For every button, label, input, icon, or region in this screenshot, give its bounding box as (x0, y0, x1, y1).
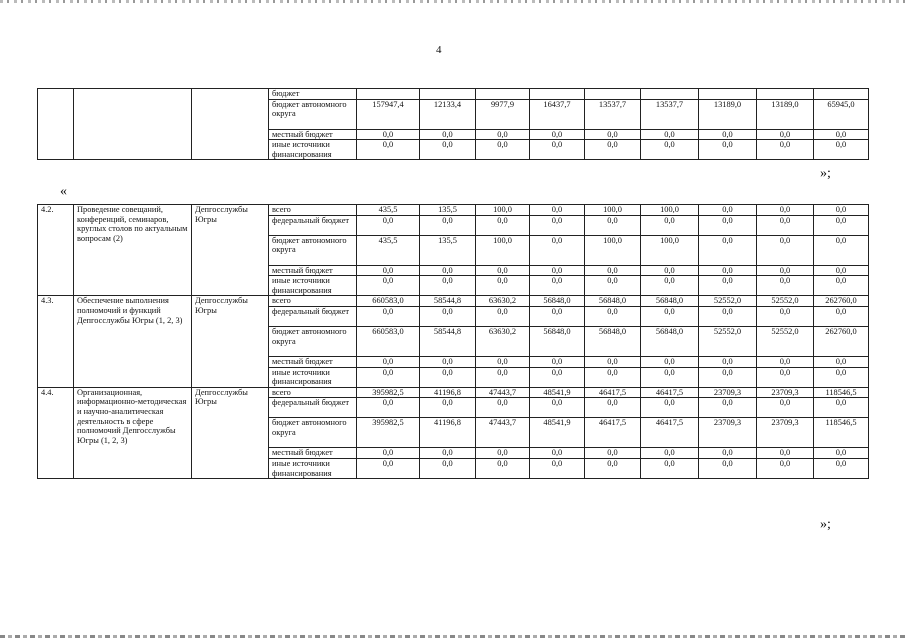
value-cell: 56848,0 (641, 326, 699, 356)
funding-source-cell: всего (269, 387, 357, 398)
value-cell: 0,0 (530, 276, 585, 296)
funding-source-cell: всего (269, 296, 357, 307)
value-cell: 0,0 (699, 215, 757, 235)
value-cell: 0,0 (420, 276, 476, 296)
value-cell: 0,0 (357, 398, 420, 418)
value-cell: 46417,5 (585, 418, 641, 448)
funding-source-cell: местный бюджет (269, 265, 357, 276)
executor-cell (192, 89, 269, 160)
value-cell: 0,0 (585, 276, 641, 296)
value-cell: 63630,2 (476, 326, 530, 356)
value-cell: 0,0 (699, 129, 757, 140)
value-cell: 13189,0 (699, 99, 757, 129)
value-cell: 0,0 (585, 215, 641, 235)
closing-quote-end: »; (820, 517, 831, 532)
value-cell: 0,0 (699, 306, 757, 326)
value-cell: 0,0 (357, 276, 420, 296)
value-cell: 0,0 (699, 448, 757, 459)
program-activities-table (37, 204, 869, 479)
funding-source-cell: всего (269, 205, 357, 216)
value-cell: 0,0 (530, 215, 585, 235)
value-cell: 0,0 (641, 398, 699, 418)
value-cell: 0,0 (476, 448, 530, 459)
value-cell: 660583,0 (357, 296, 420, 307)
activity-name-cell (74, 89, 192, 160)
executor-cell: Депгосслужбы Югры (192, 205, 269, 296)
value-cell: 0,0 (420, 356, 476, 367)
value-cell: 0,0 (814, 367, 869, 387)
table-row (38, 296, 869, 307)
value-cell: 0,0 (476, 458, 530, 478)
value-cell (530, 89, 585, 100)
value-cell: 58544,8 (420, 296, 476, 307)
value-cell: 0,0 (699, 205, 757, 216)
value-cell: 0,0 (476, 129, 530, 140)
value-cell: 0,0 (357, 356, 420, 367)
value-cell: 0,0 (814, 448, 869, 459)
value-cell: 0,0 (357, 448, 420, 459)
value-cell: 0,0 (757, 215, 814, 235)
value-cell: 48541,9 (530, 418, 585, 448)
closing-quote: »; (820, 166, 831, 181)
value-cell: 47443,7 (476, 387, 530, 398)
value-cell: 0,0 (420, 265, 476, 276)
value-cell: 0,0 (420, 129, 476, 140)
value-cell: 13189,0 (757, 99, 814, 129)
value-cell: 135,5 (420, 235, 476, 265)
value-cell: 0,0 (757, 306, 814, 326)
value-cell: 41196,8 (420, 418, 476, 448)
value-cell (757, 89, 814, 100)
value-cell: 56848,0 (530, 326, 585, 356)
value-cell: 135,5 (420, 205, 476, 216)
value-cell: 0,0 (420, 458, 476, 478)
value-cell: 0,0 (530, 367, 585, 387)
value-cell: 0,0 (420, 367, 476, 387)
value-cell: 46417,5 (585, 387, 641, 398)
funding-source-cell: местный бюджет (269, 448, 357, 459)
value-cell: 660583,0 (357, 326, 420, 356)
value-cell: 0,0 (641, 448, 699, 459)
activity-name-cell: Обеспечение выполнения полномочий и функций Депгосслужбы Югры (1, 2, 3) (74, 296, 192, 387)
value-cell (814, 89, 869, 100)
value-cell: 0,0 (814, 276, 869, 296)
activity-name-cell: Проведение совещаний, конференций, семинаров, круглых столов по актуальным вопросам (2) (74, 205, 192, 296)
value-cell: 0,0 (476, 356, 530, 367)
value-cell: 0,0 (699, 458, 757, 478)
value-cell: 16437,7 (530, 99, 585, 129)
value-cell: 100,0 (585, 235, 641, 265)
value-cell: 0,0 (757, 205, 814, 216)
value-cell: 0,0 (814, 215, 869, 235)
value-cell: 0,0 (420, 448, 476, 459)
value-cell: 0,0 (699, 140, 757, 160)
value-cell: 0,0 (530, 129, 585, 140)
value-cell: 0,0 (420, 306, 476, 326)
value-cell: 0,0 (757, 265, 814, 276)
value-cell: 262760,0 (814, 326, 869, 356)
table-row (38, 387, 869, 398)
value-cell: 0,0 (357, 306, 420, 326)
value-cell: 0,0 (530, 398, 585, 418)
value-cell: 0,0 (757, 356, 814, 367)
value-cell: 0,0 (699, 265, 757, 276)
value-cell: 0,0 (357, 367, 420, 387)
activity-number-cell: 4.3. (38, 296, 74, 387)
value-cell: 58544,8 (420, 326, 476, 356)
funding-source-cell: бюджет автономного округа (269, 326, 357, 356)
value-cell: 0,0 (585, 356, 641, 367)
value-cell: 0,0 (699, 356, 757, 367)
value-cell: 0,0 (699, 235, 757, 265)
value-cell: 0,0 (699, 276, 757, 296)
value-cell: 41196,8 (420, 387, 476, 398)
funding-source-cell: федеральный бюджет (269, 398, 357, 418)
funding-source-cell: бюджет автономного округа (269, 235, 357, 265)
value-cell: 0,0 (641, 306, 699, 326)
table-row (38, 205, 869, 216)
value-cell: 0,0 (476, 140, 530, 160)
value-cell: 0,0 (357, 458, 420, 478)
continued-table-body (38, 89, 869, 160)
executor-cell: Депгосслужбы Югры (192, 387, 269, 478)
value-cell: 0,0 (814, 458, 869, 478)
value-cell: 0,0 (814, 265, 869, 276)
activity-number-cell: 4.2. (38, 205, 74, 296)
value-cell: 0,0 (814, 306, 869, 326)
value-cell: 0,0 (530, 448, 585, 459)
value-cell: 52552,0 (757, 296, 814, 307)
value-cell: 0,0 (757, 398, 814, 418)
value-cell (641, 89, 699, 100)
value-cell (420, 89, 476, 100)
value-cell: 0,0 (757, 458, 814, 478)
funding-source-cell: федеральный бюджет (269, 215, 357, 235)
value-cell: 0,0 (757, 367, 814, 387)
continued-financing-table (37, 88, 869, 160)
value-cell: 0,0 (641, 129, 699, 140)
funding-source-cell: бюджет (269, 89, 357, 100)
executor-cell: Депгосслужбы Югры (192, 296, 269, 387)
value-cell: 0,0 (757, 235, 814, 265)
value-cell: 56848,0 (585, 326, 641, 356)
value-cell (476, 89, 530, 100)
funding-source-cell: иные источники финансирования (269, 276, 357, 296)
value-cell: 0,0 (699, 367, 757, 387)
value-cell: 0,0 (530, 205, 585, 216)
value-cell: 262760,0 (814, 296, 869, 307)
value-cell: 13537,7 (585, 99, 641, 129)
value-cell: 23709,3 (699, 387, 757, 398)
value-cell: 0,0 (641, 140, 699, 160)
value-cell: 0,0 (420, 140, 476, 160)
value-cell: 0,0 (476, 398, 530, 418)
value-cell: 12133,4 (420, 99, 476, 129)
value-cell: 0,0 (757, 448, 814, 459)
funding-source-cell: бюджет автономного округа (269, 418, 357, 448)
value-cell: 52552,0 (699, 326, 757, 356)
value-cell: 46417,5 (641, 418, 699, 448)
value-cell: 0,0 (357, 215, 420, 235)
value-cell: 0,0 (757, 129, 814, 140)
funding-source-cell: федеральный бюджет (269, 306, 357, 326)
value-cell: 0,0 (585, 265, 641, 276)
scan-edge-top (0, 0, 905, 3)
value-cell: 157947,4 (357, 99, 420, 129)
value-cell: 0,0 (420, 215, 476, 235)
value-cell: 0,0 (585, 398, 641, 418)
value-cell: 56848,0 (530, 296, 585, 307)
value-cell: 52552,0 (757, 326, 814, 356)
funding-source-cell: местный бюджет (269, 356, 357, 367)
value-cell: 0,0 (476, 215, 530, 235)
value-cell: 0,0 (814, 356, 869, 367)
value-cell: 0,0 (530, 235, 585, 265)
value-cell: 0,0 (641, 276, 699, 296)
value-cell: 0,0 (757, 140, 814, 160)
value-cell: 0,0 (530, 140, 585, 160)
value-cell: 23709,3 (757, 387, 814, 398)
activity-name-cell: Организационная, информационно-методическая и научно-аналитическая деятельность в сфере полномочий Депгосслужбы Югры (1, 2, 3) (74, 387, 192, 478)
scan-edge-bottom (0, 635, 905, 638)
value-cell: 0,0 (814, 205, 869, 216)
value-cell: 0,0 (814, 398, 869, 418)
value-cell: 0,0 (585, 140, 641, 160)
value-cell: 0,0 (585, 367, 641, 387)
value-cell: 63630,2 (476, 296, 530, 307)
value-cell: 0,0 (585, 448, 641, 459)
value-cell: 0,0 (641, 367, 699, 387)
value-cell: 47443,7 (476, 418, 530, 448)
opening-quote: « (60, 184, 67, 199)
value-cell: 65945,0 (814, 99, 869, 129)
value-cell: 0,0 (476, 306, 530, 326)
value-cell: 435,5 (357, 235, 420, 265)
value-cell: 0,0 (530, 458, 585, 478)
value-cell: 0,0 (476, 367, 530, 387)
value-cell: 435,5 (357, 205, 420, 216)
funding-source-cell: бюджет автономного округа (269, 99, 357, 129)
value-cell: 118546,5 (814, 418, 869, 448)
value-cell: 0,0 (585, 458, 641, 478)
value-cell: 52552,0 (699, 296, 757, 307)
value-cell: 100,0 (641, 205, 699, 216)
funding-source-cell: иные источники финансирования (269, 367, 357, 387)
activities-table-body (38, 205, 869, 479)
value-cell: 0,0 (530, 356, 585, 367)
value-cell: 0,0 (699, 398, 757, 418)
value-cell: 9977,9 (476, 99, 530, 129)
value-cell: 0,0 (476, 276, 530, 296)
value-cell: 0,0 (476, 265, 530, 276)
value-cell: 100,0 (476, 205, 530, 216)
value-cell: 0,0 (814, 140, 869, 160)
row-number-cell (38, 89, 74, 160)
value-cell: 0,0 (641, 215, 699, 235)
value-cell: 48541,9 (530, 387, 585, 398)
value-cell (357, 89, 420, 100)
funding-source-cell: местный бюджет (269, 129, 357, 140)
value-cell: 0,0 (641, 458, 699, 478)
value-cell (585, 89, 641, 100)
value-cell: 23709,3 (757, 418, 814, 448)
table-row (38, 89, 869, 100)
value-cell: 0,0 (585, 129, 641, 140)
value-cell: 0,0 (585, 306, 641, 326)
value-cell: 46417,5 (641, 387, 699, 398)
value-cell: 118546,5 (814, 387, 869, 398)
activity-number-cell: 4.4. (38, 387, 74, 478)
value-cell: 0,0 (757, 276, 814, 296)
value-cell: 100,0 (585, 205, 641, 216)
value-cell: 100,0 (641, 235, 699, 265)
value-cell: 56848,0 (585, 296, 641, 307)
value-cell: 0,0 (357, 140, 420, 160)
value-cell: 0,0 (357, 129, 420, 140)
page-number: 4 (436, 44, 442, 56)
value-cell: 0,0 (641, 356, 699, 367)
value-cell: 0,0 (641, 265, 699, 276)
funding-source-cell: иные источники финансирования (269, 140, 357, 160)
value-cell: 56848,0 (641, 296, 699, 307)
value-cell: 0,0 (530, 306, 585, 326)
value-cell: 100,0 (476, 235, 530, 265)
value-cell: 0,0 (814, 235, 869, 265)
value-cell: 0,0 (814, 129, 869, 140)
value-cell: 13537,7 (641, 99, 699, 129)
value-cell (699, 89, 757, 100)
value-cell: 395982,5 (357, 387, 420, 398)
funding-source-cell: иные источники финансирования (269, 458, 357, 478)
value-cell: 0,0 (530, 265, 585, 276)
value-cell: 0,0 (420, 398, 476, 418)
value-cell: 0,0 (357, 265, 420, 276)
value-cell: 395982,5 (357, 418, 420, 448)
value-cell: 23709,3 (699, 418, 757, 448)
